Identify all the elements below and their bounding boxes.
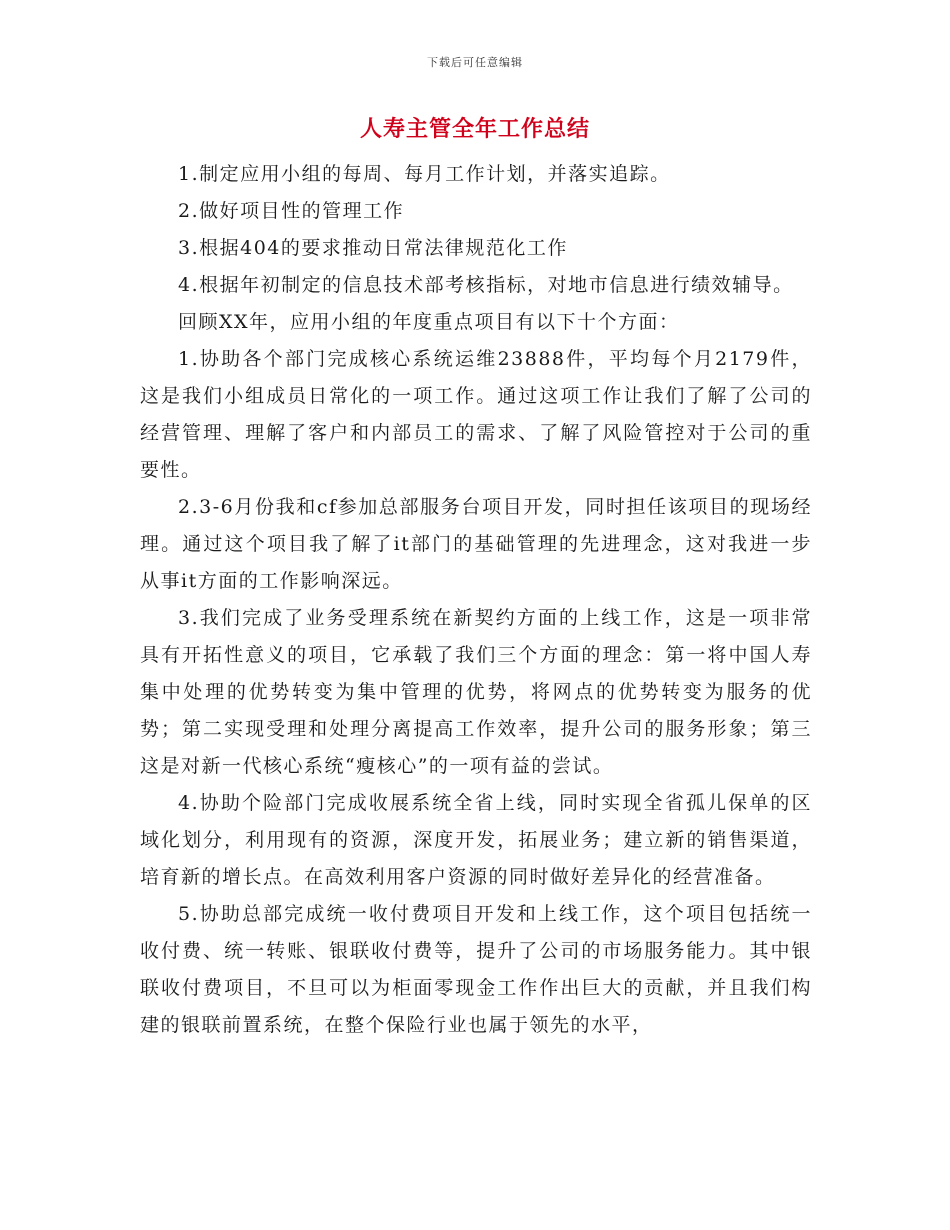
paragraph: 3.根据404的要求推动日常法律规范化工作 <box>178 237 568 259</box>
paragraph: 4.协助个险部门完成收展系统全省上线，同时实现全省孤儿保单的区域化划分，利用现有的资源，深度开发，拓展业务；建立新的销售渠道，培育新的增长点。在高效利用客户资源的同时做好差异化的经营准备。 <box>140 792 812 888</box>
paragraph: 1.协助各个部门完成核心系统运维23888件，平均每个月2179件，这是我们小组成员日常化的一项工作。通过这项工作让我们了解了公司的经营管理、理解了客户和内部员工的需求、了解了风险管控对于公司的重要性。 <box>140 348 812 481</box>
header-note: 下载后可任意编辑 <box>427 56 523 69</box>
paragraph: 2.3-6月份我和cf参加总部服务台项目开发，同时担任该项目的现场经理。通过这个项目我了解了it部门的基础管理的先进理念，这对我进一步从事it方面的工作影响深远。 <box>140 496 812 592</box>
paragraph: 2.做好项目性的管理工作 <box>178 200 405 222</box>
paragraph: 4.根据年初制定的信息技术部考核指标，对地市信息进行绩效辅导。 <box>178 274 794 296</box>
paragraph: 3.我们完成了业务受理系统在新契约方面的上线工作，这是一项非常具有开拓性意义的项目，它承载了我们三个方面的理念：第一将中国人寿集中处理的优势转变为集中管理的优势，将网点的优势转变为服务的优势；第二实现受理和处理分离提高工作效率，提升公司的服务形象；第三这是对新一代核心系统“瘦核心”的一项有益的尝试。 <box>140 607 812 777</box>
paragraph: 5.协助总部完成统一收付费项目开发和上线工作，这个项目包括统一收付费、统一转账、银联收付费等，提升了公司的市场服务能力。其中银联收付费项目，不旦可以为柜面零现金工作作出巨大的贡献，并且我们构建的银联前置系统，在整个保险行业也属于领先的水平， <box>140 903 812 1036</box>
paragraph: 1.制定应用小组的每周、每月工作计划，并落实追踪。 <box>178 163 671 185</box>
document-body <box>140 156 812 1044</box>
paragraph: 回顾XX年，应用小组的年度重点项目有以下十个方面： <box>178 311 680 333</box>
document-title: 人寿主管全年工作总结 <box>359 116 590 142</box>
